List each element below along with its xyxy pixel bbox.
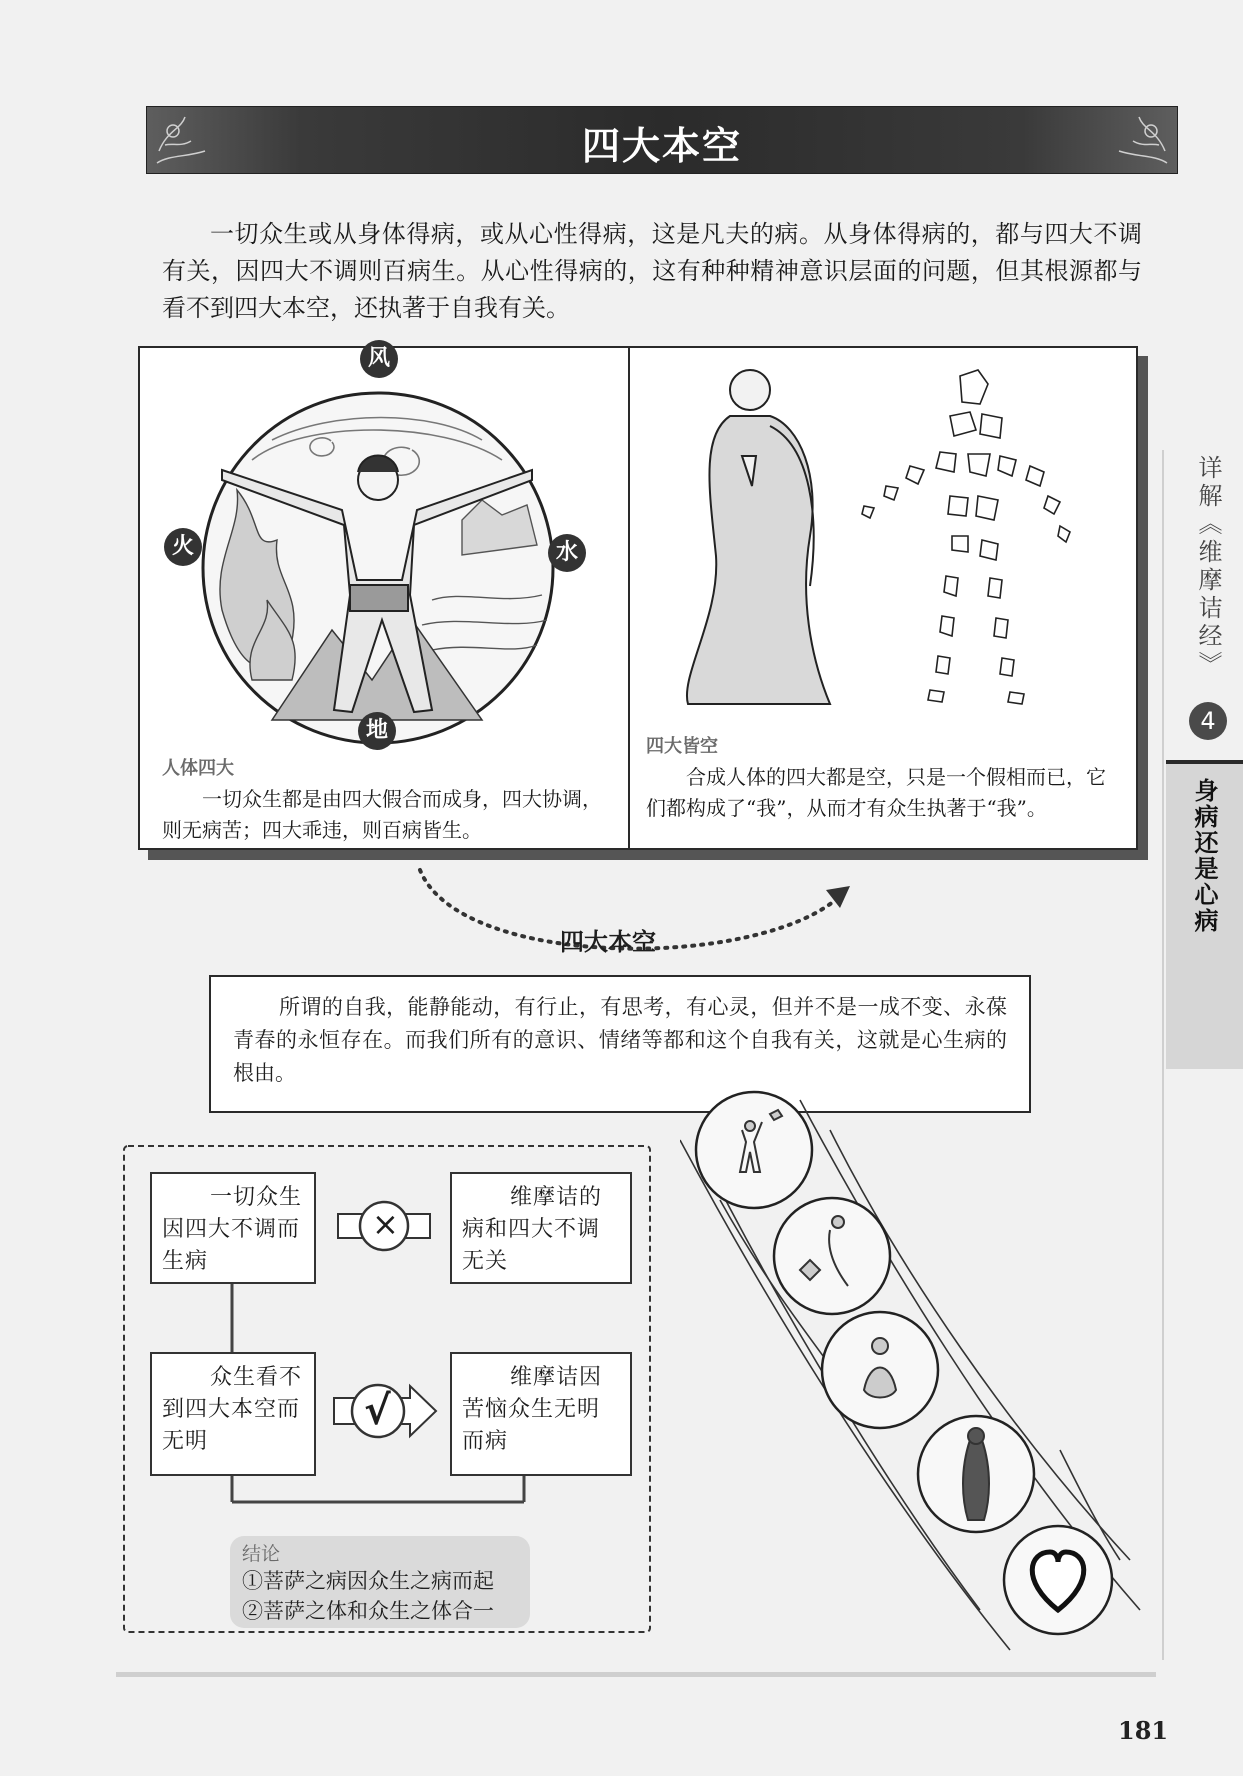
caption-text: 一切众生都是由四大假合而成身，四大协调，则无病苦；四大乖违，则百病皆生。 — [162, 787, 602, 842]
page-number: 181 — [1118, 1716, 1169, 1745]
element-water-badge: 水 — [548, 534, 586, 572]
stage-circle — [696, 1092, 812, 1208]
four-elements-illustration — [182, 380, 574, 752]
caption-heading: 四大皆空 — [646, 736, 718, 757]
check-mark-icon: √ — [364, 1388, 391, 1434]
panel-divider — [628, 348, 630, 848]
flow-diagram — [118, 1140, 656, 1638]
flow-box: 一切众生因四大不调而生病 — [150, 1172, 316, 1284]
title-banner — [146, 106, 1178, 174]
bottom-rule — [116, 1672, 1156, 1677]
progression-illustration — [680, 1090, 1150, 1670]
element-earth-badge: 地 — [358, 712, 396, 750]
wrong-mark-icon: × — [372, 1205, 399, 1243]
book-title: 详解《维摩诘经》 — [1194, 455, 1222, 679]
element-wind-badge: 风 — [360, 340, 398, 378]
monk-illustration — [660, 356, 1120, 726]
caption-heading: 人体四大 — [162, 758, 234, 779]
arrow-label: 四大本空 — [560, 928, 656, 956]
conclusion-heading: 结论 — [242, 1543, 281, 1565]
element-fire-badge: 火 — [164, 528, 202, 566]
flow-box: 维摩诘因苦恼众生无明而病 — [450, 1352, 632, 1476]
note-box: 所谓的自我，能静能动，有行止，有思考，有心灵，但并不是一成不变、永葆青春的永恒存在。而我们所有的意识、情绪等都和这个自我有关，这就是心生病的根由。 — [209, 975, 1031, 1113]
fragmented-body — [862, 370, 1070, 704]
flow-box: 维摩诘的病和四大不调无关 — [450, 1172, 632, 1284]
illustration-panel — [138, 346, 1138, 850]
chapter-title: 身病还是心病 — [1190, 778, 1218, 934]
page-title: 四大本空 — [581, 124, 742, 168]
caption-text: 合成人体的四大都是空，只是一个假相而已，它们都构成了“我”，从而才有众生执著于“我”。 — [646, 765, 1106, 820]
conclusion-item: ②菩萨之体和众生之体合一 — [242, 1599, 494, 1623]
side-divider — [1162, 450, 1164, 1660]
conclusion-box — [230, 1536, 530, 1628]
chapter-tab — [1166, 760, 1243, 1069]
chapter-number-badge: 4 — [1189, 702, 1227, 740]
intro-paragraph: 一切众生或从身体得病，或从心性得病，这是凡夫的病。从身体得病的，都与四大不调有关，因四大不调则百病生。从心性得病的，这有种种精神意识层面的问题，但其根源都与看不到四大本空，还执著于自我有关。 — [162, 220, 1142, 322]
lotus-ornament-icon — [1113, 111, 1173, 169]
flow-box: 众生看不到四大本空而无明 — [150, 1352, 316, 1476]
conclusion-item: ①菩萨之病因众生之病而起 — [242, 1569, 494, 1593]
